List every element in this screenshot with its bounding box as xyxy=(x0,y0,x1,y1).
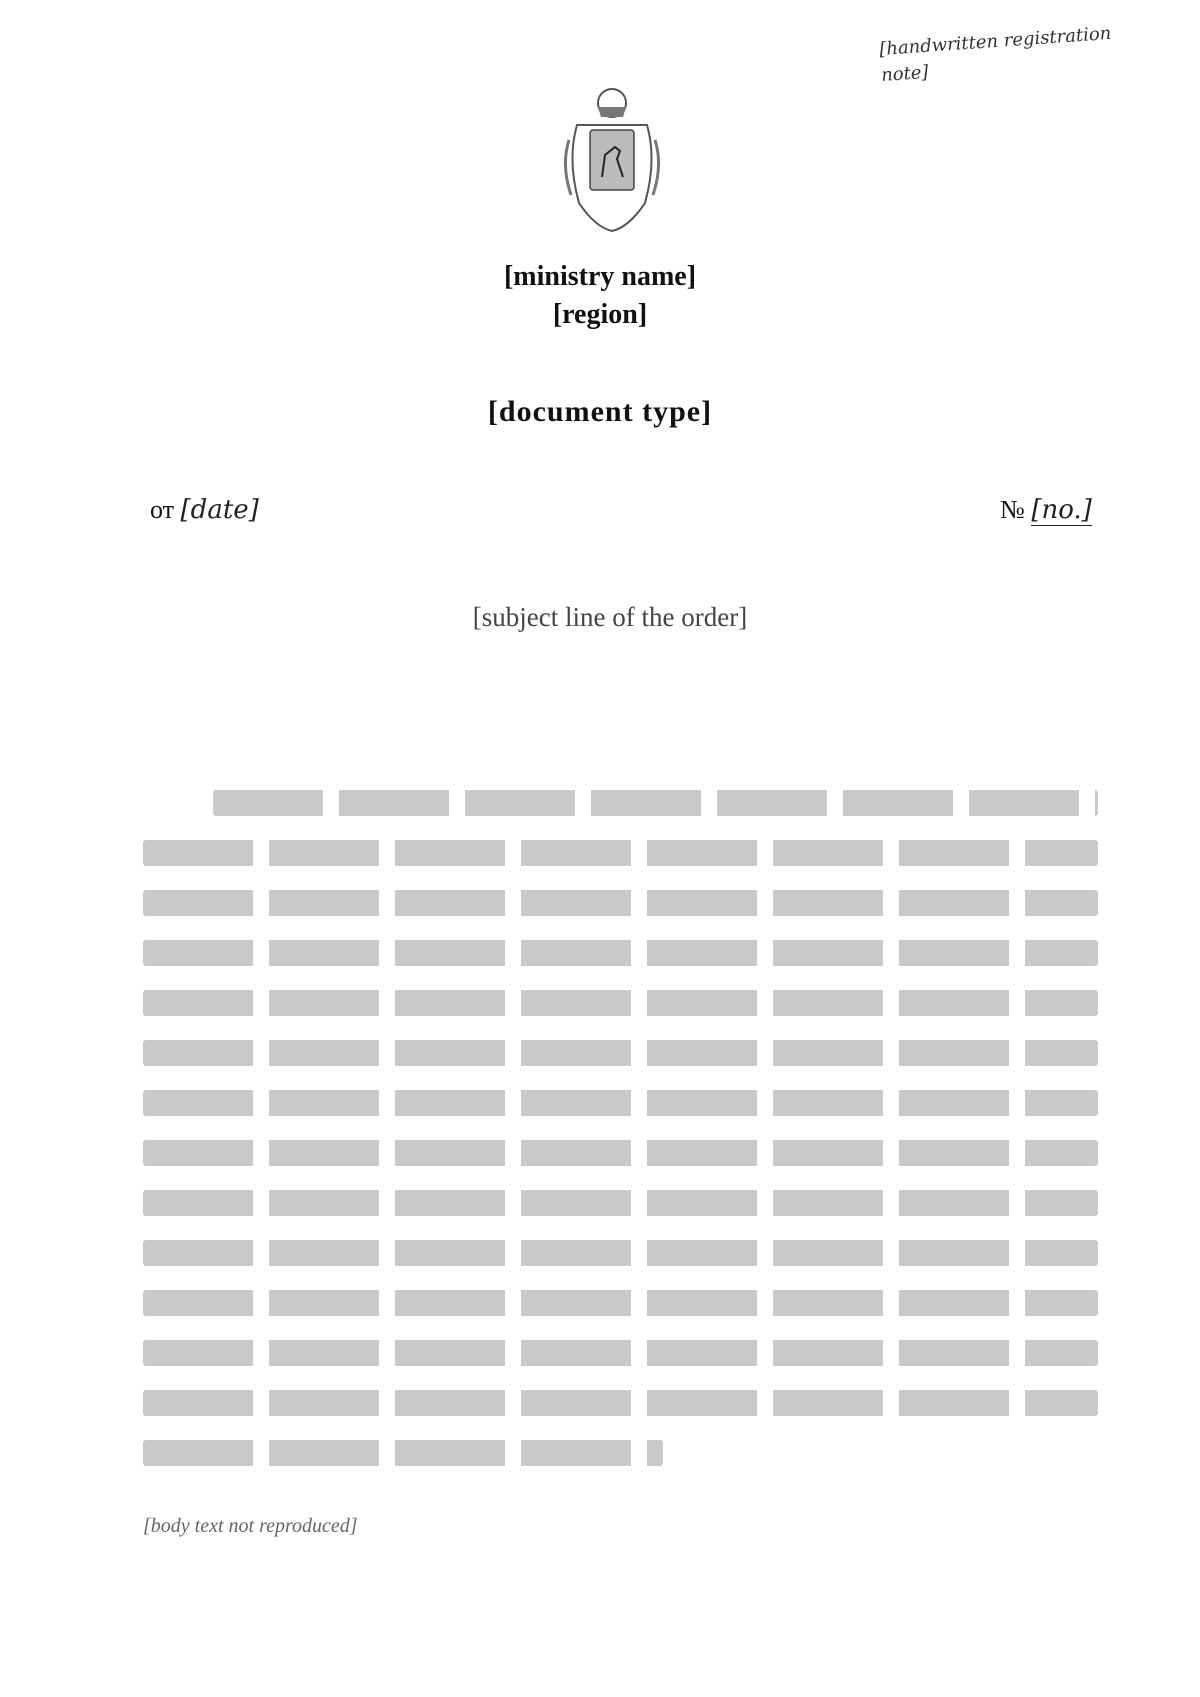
body-line xyxy=(143,1140,1098,1166)
number-line xyxy=(1000,495,1092,526)
ministry-name: [ministry name] xyxy=(503,261,697,292)
body-line xyxy=(143,1390,1098,1416)
number-value: [no.] xyxy=(1031,495,1092,525)
order-body xyxy=(143,790,1098,1490)
body-line xyxy=(143,840,1098,866)
registration-note: [handwritten registration note] xyxy=(878,22,1112,87)
order-subject: [subject line of the order] xyxy=(472,602,748,632)
body-line xyxy=(213,790,1098,816)
ministry-region: [region] xyxy=(552,299,648,330)
body-line xyxy=(143,1290,1098,1316)
body-line xyxy=(143,1090,1098,1116)
number-prefix: № xyxy=(1000,495,1025,524)
body-line xyxy=(143,890,1098,916)
body-line xyxy=(143,1440,663,1466)
body-line xyxy=(143,990,1098,1016)
ministry-header xyxy=(100,258,1100,334)
body-line xyxy=(143,1340,1098,1366)
date-prefix: от xyxy=(150,495,175,524)
date-line xyxy=(150,495,259,525)
date-value: [date] xyxy=(180,495,259,525)
document-type: [document type] xyxy=(487,395,713,428)
samara-coat-of-arms-icon xyxy=(557,85,667,235)
body-line xyxy=(143,940,1098,966)
body-line xyxy=(143,1190,1098,1216)
body-placeholder-note: [body text not reproduced] xyxy=(143,1515,358,1537)
body-line xyxy=(143,1040,1098,1066)
body-line xyxy=(143,1240,1098,1266)
